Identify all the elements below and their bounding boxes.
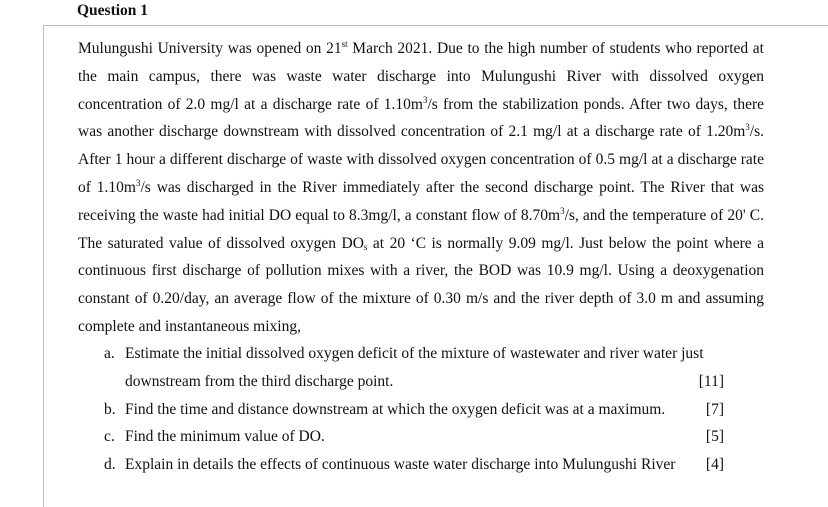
subquestion-line [125, 451, 764, 479]
subquestion-text: Estimate the initial dissolved oxygen deficit of the mixture of wastewater and river water just [125, 345, 704, 362]
cubic-superscript: 3 [136, 177, 141, 188]
paragraph-part-6: /s, and the temperature of 20' C. The saturated value of dissolved oxygen DO [78, 206, 764, 252]
subquestion-marks: [7] [705, 400, 724, 418]
subquestion-line [125, 368, 764, 396]
subquestion-text: downstream from the third discharge point. [125, 372, 394, 390]
subquestion-line [125, 340, 764, 368]
paragraph-part-5: /s was discharged in the River immediately after the second discharge point. The River that was receiving the waste had initial DO equal to 8.3mg/l, a constant flow of 8.70m [78, 178, 764, 224]
subquestion-text: Explain in details the effects of continuous waste water discharge into Mulungushi River [125, 456, 676, 474]
top-divider [43, 25, 828, 26]
subquestion-letter: c. [104, 428, 115, 446]
ordinal-superscript: st [341, 39, 348, 49]
cubic-superscript: 3 [560, 205, 565, 216]
subquestion-text: Find the minimum value of DO. [125, 428, 325, 446]
question-title: Question 1 [77, 2, 149, 19]
subquestion-c [78, 423, 764, 451]
subquestion-line [125, 396, 764, 424]
subquestion-letter: b. [104, 400, 116, 418]
subquestion-a [78, 340, 764, 396]
paragraph-part-3: /s from the stabilization ponds. After two days, there was another discharge downstream with dissolved concentration of 2.1 mg/l at a discharge rate of 1.20m [78, 95, 764, 141]
subquestion-line [125, 423, 764, 451]
saturation-subscript: s [363, 241, 368, 252]
subquestion-list [78, 340, 764, 479]
subquestion-b [78, 396, 764, 424]
subquestion-letter: a. [104, 345, 115, 362]
subquestion-letter: d. [104, 456, 116, 474]
subquestion-marks: [11] [698, 372, 724, 390]
left-border [43, 25, 44, 507]
paragraph-part-4: /s. After 1 hour a different discharge of waste with dissolved oxygen concentration of 0.5 mg/l at a discharge rate of 1.10m [78, 123, 764, 196]
question-paragraph [78, 35, 764, 341]
cubic-superscript: 3 [422, 94, 428, 105]
subquestion-marks: [4] [705, 456, 724, 474]
subquestion-text: Find the time and distance downstream at which the oxygen deficit was at a maximum. [125, 400, 666, 418]
paragraph-part-2: March 2021. Due to the high number of students who reported at the main campus, there was waste water discharge into Mulungushi River with dissolved oxygen concentration of 2.0 mg/l at a discharge rate of 1.10m [78, 40, 764, 113]
paragraph-part-1: Mulungushi University was opened on 21 [78, 40, 342, 57]
cubic-superscript: 3 [745, 122, 750, 133]
subquestion-d [78, 451, 764, 479]
subquestion-marks: [5] [705, 428, 724, 446]
paragraph-part-7: at 20 ‘C is normally 9.09 mg/l. Just below the point where a continuous first discharge of pollution mixes with a river, the BOD was 10.9 mg/l. Using a deoxygenation constant of 0.20/day, an average flow of the mixture of 0.30 m/s and the river depth of 3.0 m and assuming complete and instantaneous mixing, [78, 234, 764, 335]
